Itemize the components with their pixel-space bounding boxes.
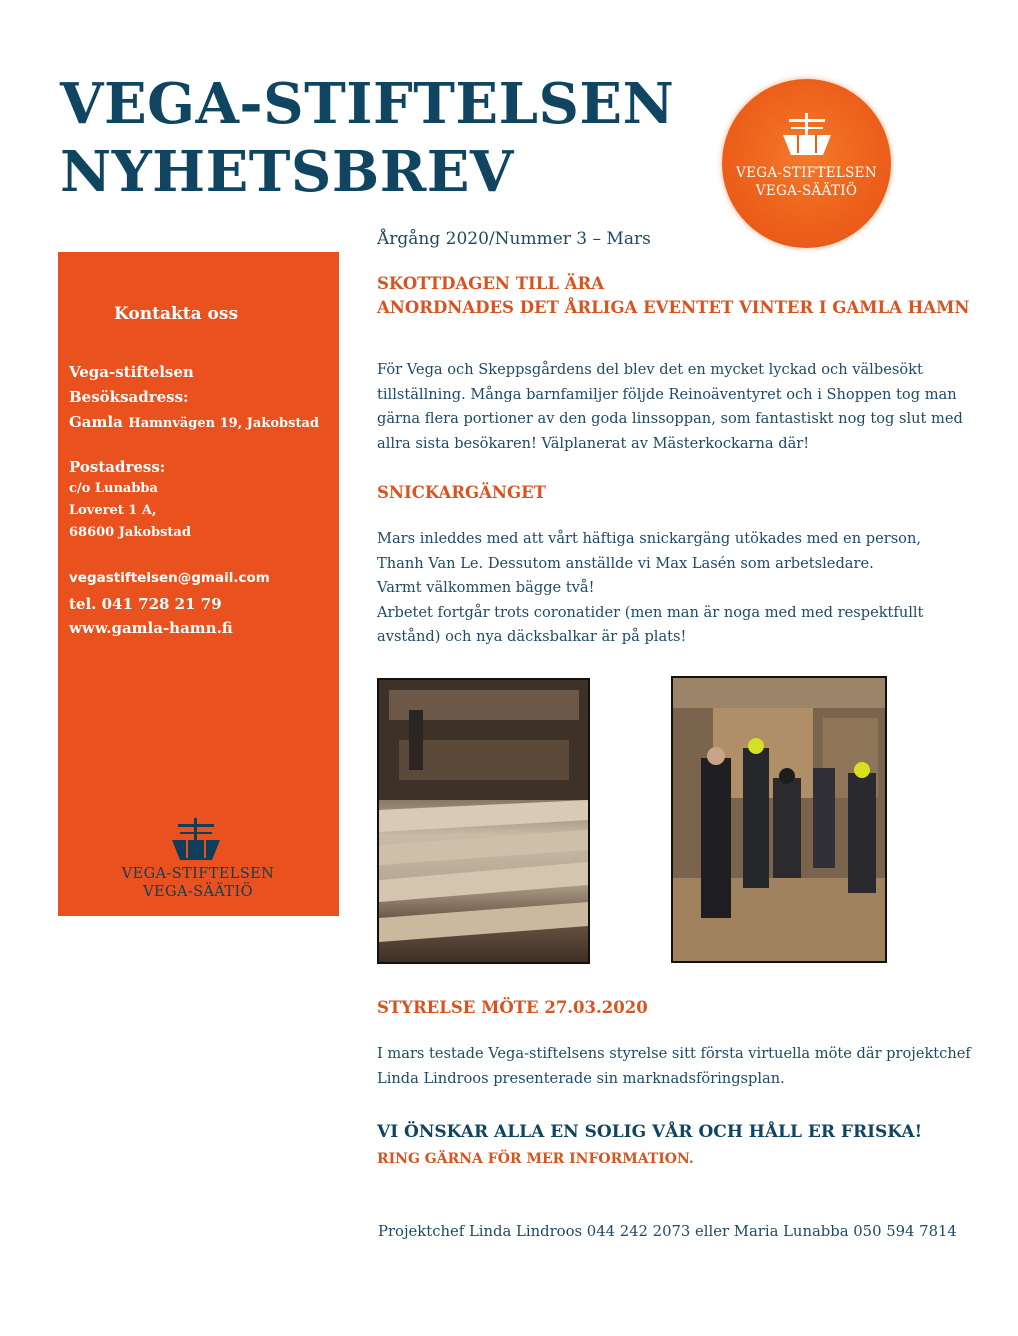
phone-number: tel. 041 728 21 79	[69, 595, 222, 613]
org-name: Vega-stiftelsen	[69, 363, 194, 381]
article-2-title: SNICKARGÄNGET	[377, 483, 546, 502]
visit-address: Gamla Hamnvägen 19, Jakobstad	[69, 413, 319, 431]
closing-greeting: VI ÖNSKAR ALLA EN SOLIG VÅR OCH HÅLL ER FRISKA!	[377, 1122, 923, 1142]
visit-label: Besöksadress:	[69, 388, 189, 406]
postal-line-1: c/o Lunabba	[69, 481, 158, 496]
footer-contact: Projektchef Linda Lindroos 044 242 2073 eller Maria Lunabba 050 594 7814	[378, 1223, 957, 1240]
email-link[interactable]: vegastiftelsen@gmail.com	[69, 570, 270, 586]
article-3-body: I mars testade Vega-stiftelsens styrelse sitt första virtuella möte där projektchef Linda Lindroos presenterade sin marknadsföringsplan.	[377, 1045, 971, 1087]
article-3-title: STYRELSE MÖTE 27.03.2020	[377, 998, 648, 1017]
contact-heading: Kontakta oss	[114, 304, 239, 324]
ship-icon	[781, 113, 833, 161]
photo-carpenters-drawing	[673, 678, 885, 961]
title-line-2: NYHETSBREV	[60, 139, 514, 205]
newsletter-title	[60, 70, 674, 206]
postal-label: Postadress:	[69, 458, 166, 476]
photo-deck-beams-drawing	[379, 680, 588, 962]
logo-text-1: VEGA-STIFTELSEN	[736, 165, 877, 181]
article-1-body: För Vega och Skeppsgårdens del blev det en mycket lyckad och välbesökt tillställning. Många barnfamiljer följde Reinoäventyret och i Shoppen tog man gärna flera portioner av den goda linssoppan, som fantastiskt nog tog slut med allra sista besökaren! Välplanerat av Mästerkockarna där!	[377, 361, 963, 452]
issue-info: Årgång 2020/Nummer 3 – Mars	[377, 229, 651, 249]
logo-text-2: VEGA-SÄÄTIÖ	[755, 183, 858, 199]
ship-icon	[168, 818, 224, 866]
closing-call-to-action: RING GÄRNA FÖR MER INFORMATION.	[377, 1151, 694, 1167]
sidebar-logo-text-1: VEGA-STIFTELSEN	[121, 866, 275, 882]
website-link[interactable]: www.gamla-hamn.fi	[69, 619, 233, 637]
contact-sidebar	[58, 252, 339, 916]
photo-carpenters	[671, 676, 887, 963]
article-2-body: Mars inleddes med att vårt häftiga snickargäng utökades med en person, Thanh Van Le. Dessutom anställde vi Max Lasén som arbetsledare. Varmt välkommen bägge två! Arbetet fortgår trots coronatider (men man är noga med med respektfullt avstånd) och nya däcksbalkar är på plats!	[377, 530, 924, 645]
postal-line-2: Loveret 1 A,	[69, 503, 157, 518]
postal-line-3: 68600 Jakobstad	[69, 525, 191, 540]
logo-badge	[722, 79, 891, 248]
sidebar-logo-text-2: VEGA-SÄÄTIÖ	[143, 884, 253, 900]
photo-deck-beams	[377, 678, 590, 964]
article-1-title: SKOTTDAGEN TILL ÄRA ANORDNADES DET ÅRLIGA EVENTET VINTER I GAMLA HAMN	[377, 274, 970, 317]
title-line-1: VEGA-STIFTELSEN	[60, 71, 675, 137]
